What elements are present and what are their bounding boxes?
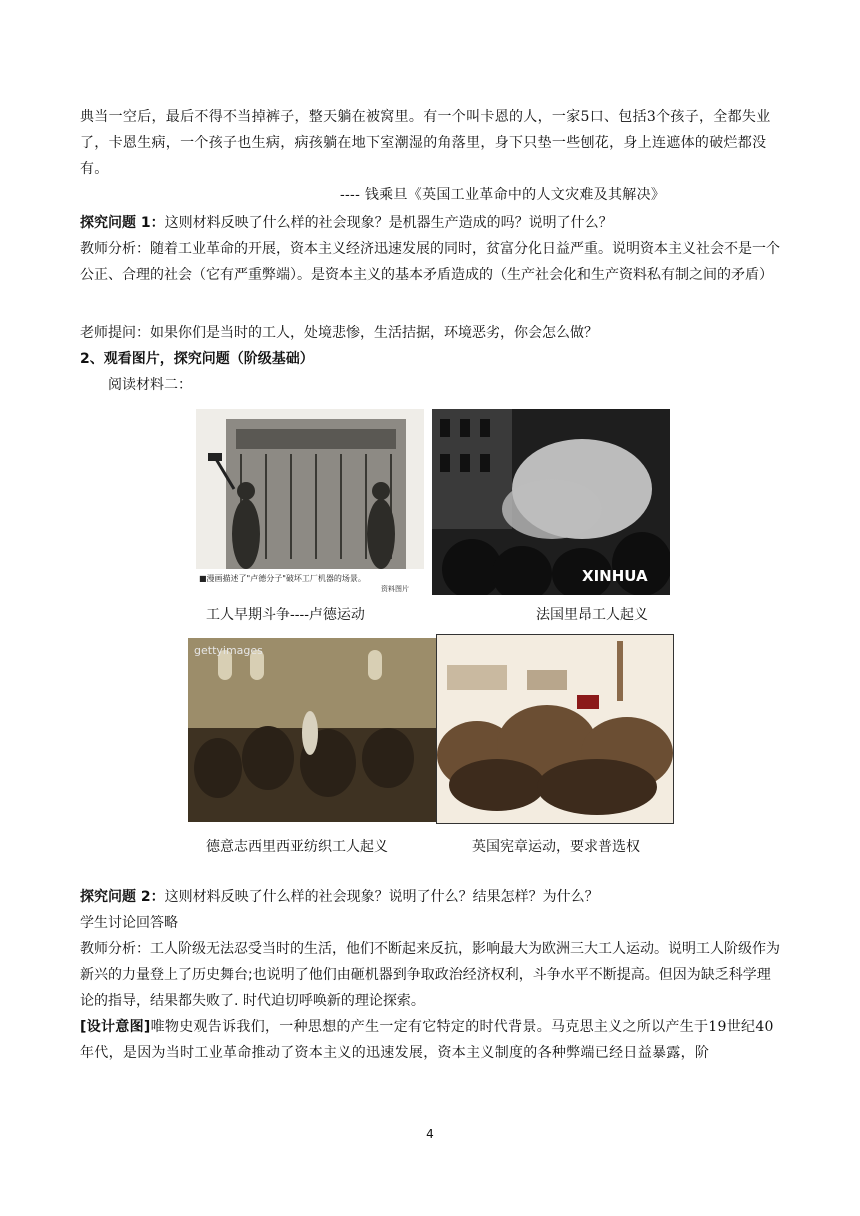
read-material-2: 阅读材料二： xyxy=(108,377,192,393)
teacher-analysis-1: 教师分析：随着工业革命的开展，资本主义经济迅速发展的同时，贫富分化日益严重。说明资本主义社会不是一个公正、合理的社会（它有严重弊端）。是资本主义的基本矛盾造成的（生产社会化和生产资料私有制之间的矛盾） xyxy=(80,241,780,283)
question-1-label: 探究问题 1： xyxy=(80,215,165,231)
page-number: 4 xyxy=(426,1127,434,1141)
chartist-movement-image xyxy=(436,634,674,824)
section-2-heading: 2、观看图片，探究问题（阶级基础） xyxy=(80,351,314,367)
design-intent-label: [设计意图] xyxy=(80,1019,151,1035)
design-intent-text: 唯物史观告诉我们，一种思想的产生一定有它特定的时代背景。马克思主义之所以产生于19世纪40年代，是因为当时工业革命推动了资本主义的迅速发展，资本主义制度的各种弊端已经日益暴露，阶 xyxy=(80,1019,774,1061)
question-1-text: 这则材料反映了什么样的社会现象？是机器生产造成的吗？说明了什么？ xyxy=(164,215,613,231)
question-2-text: 这则材料反映了什么样的社会现象？说明了什么？结果怎样？为什么？ xyxy=(164,889,599,905)
question-2-label: 探究问题 2： xyxy=(80,889,165,905)
caption-silesian: 德意志西里西亚纺织工人起义 xyxy=(206,839,388,855)
luddite-credit: 资料图片 xyxy=(381,585,409,593)
caption-chartist: 英国宪章运动，要求普选权 xyxy=(472,839,640,855)
lyon-uprising-image xyxy=(432,409,670,595)
gettyimages-watermark: gettyimages xyxy=(194,644,263,657)
design-intent xyxy=(80,1014,780,1066)
caption-luddite: 工人早期斗争----卢德运动 xyxy=(206,607,365,623)
source-citation: ---- 钱乘旦《英国工业革命中的人文灾难及其解决》 xyxy=(340,187,666,203)
silesian-uprising-image xyxy=(188,638,436,822)
student-discussion: 学生讨论回答略 xyxy=(80,915,178,931)
luddite-inner-caption: ■漫画描述了"卢德分子"破坏工厂机器的场景。 xyxy=(199,574,366,583)
question-2 xyxy=(80,884,780,910)
caption-lyon: 法国里昂工人起义 xyxy=(536,607,648,623)
teacher-question: 老师提问：如果你们是当时的工人，处境悲惨，生活拮据，环境恶劣，你会怎么做？ xyxy=(80,325,598,341)
question-1 xyxy=(80,210,780,236)
teacher-analysis-2: 教师分析：工人阶级无法忍受当时的生活，他们不断起来反抗，影响最大为欧洲三大工人运动。说明工人阶级作为新兴的力量登上了历史舞台;也说明了他们由砸机器到争取政治经济权利，斗争水平不断提高。但因为缺乏科学理论的指导，结果都失败了. 时代迫切呼唤新的理论探索。 xyxy=(80,941,780,1009)
xinhua-watermark: XINHUA xyxy=(582,567,648,585)
paragraph-material-1: 典当一空后，最后不得不当掉裤子，整天躺在被窝里。有一个叫卡恩的人，一家5口、包括3个孩子，全都失业了，卡恩生病，一个孩子也生病，病孩躺在地下室潮湿的角落里，身下只垫一些刨花，身上连遮体的破烂都没有。 xyxy=(80,109,771,177)
luddite-image xyxy=(196,409,424,595)
